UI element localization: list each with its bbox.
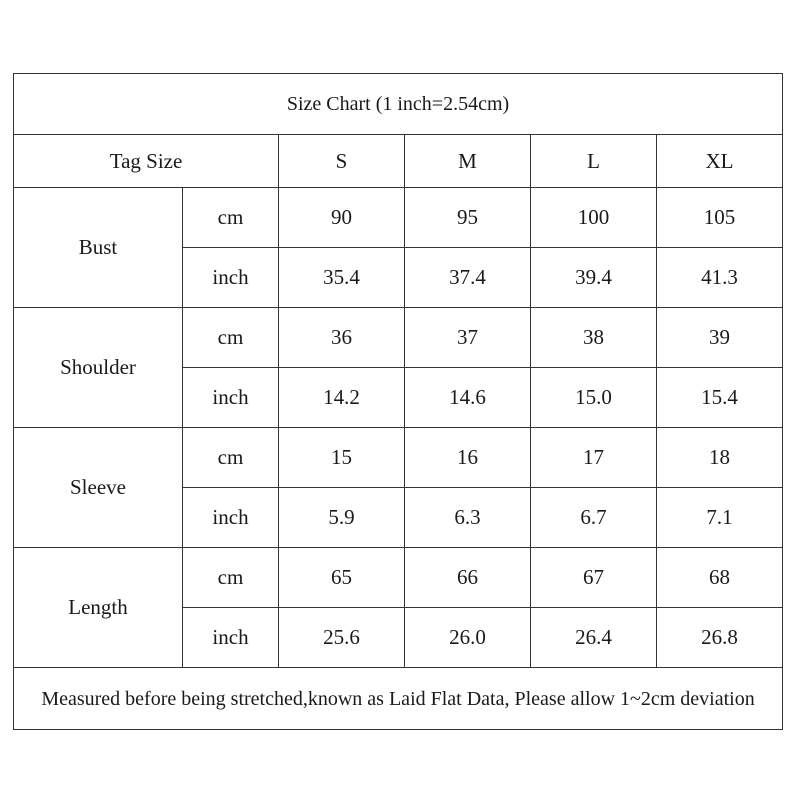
value-cell: 37.4 [405, 248, 531, 308]
value-cell: 15.0 [531, 368, 657, 428]
measurement-name-sleeve: Sleeve [14, 428, 183, 548]
unit-label: cm [183, 188, 279, 248]
size-header-xl: XL [657, 135, 783, 188]
value-cell: 100 [531, 188, 657, 248]
value-cell: 36 [279, 308, 405, 368]
unit-label: inch [183, 248, 279, 308]
value-cell: 7.1 [657, 488, 783, 548]
table-row [14, 548, 783, 608]
value-cell: 18 [657, 428, 783, 488]
measurement-name-shoulder: Shoulder [14, 308, 183, 428]
measurement-name-bust: Bust [14, 188, 183, 308]
value-cell: 16 [405, 428, 531, 488]
value-cell: 26.4 [531, 608, 657, 668]
value-cell: 6.7 [531, 488, 657, 548]
unit-label: inch [183, 608, 279, 668]
value-cell: 37 [405, 308, 531, 368]
value-cell: 15.4 [657, 368, 783, 428]
value-cell: 35.4 [279, 248, 405, 308]
title-row [14, 74, 783, 135]
unit-label: inch [183, 488, 279, 548]
value-cell: 14.6 [405, 368, 531, 428]
value-cell: 38 [531, 308, 657, 368]
unit-label: inch [183, 368, 279, 428]
size-header-m: M [405, 135, 531, 188]
size-header-l: L [531, 135, 657, 188]
value-cell: 41.3 [657, 248, 783, 308]
value-cell: 65 [279, 548, 405, 608]
value-cell: 95 [405, 188, 531, 248]
measurement-name-length: Length [14, 548, 183, 668]
tag-size-label: Tag Size [14, 135, 279, 188]
table-row [14, 188, 783, 248]
footnote-row [14, 668, 783, 730]
value-cell: 66 [405, 548, 531, 608]
value-cell: 26.0 [405, 608, 531, 668]
size-header-s: S [279, 135, 405, 188]
value-cell: 26.8 [657, 608, 783, 668]
value-cell: 5.9 [279, 488, 405, 548]
chart-title: Size Chart (1 inch=2.54cm) [14, 74, 783, 135]
table-row [14, 428, 783, 488]
size-chart-table [13, 73, 783, 730]
footnote: Measured before being stretched,known as Laid Flat Data, Please allow 1~2cm deviation [14, 668, 783, 730]
value-cell: 39 [657, 308, 783, 368]
value-cell: 90 [279, 188, 405, 248]
value-cell: 6.3 [405, 488, 531, 548]
value-cell: 25.6 [279, 608, 405, 668]
value-cell: 39.4 [531, 248, 657, 308]
table-row [14, 308, 783, 368]
value-cell: 15 [279, 428, 405, 488]
unit-label: cm [183, 308, 279, 368]
value-cell: 105 [657, 188, 783, 248]
value-cell: 67 [531, 548, 657, 608]
value-cell: 17 [531, 428, 657, 488]
value-cell: 14.2 [279, 368, 405, 428]
value-cell: 68 [657, 548, 783, 608]
unit-label: cm [183, 548, 279, 608]
unit-label: cm [183, 428, 279, 488]
header-row [14, 135, 783, 188]
